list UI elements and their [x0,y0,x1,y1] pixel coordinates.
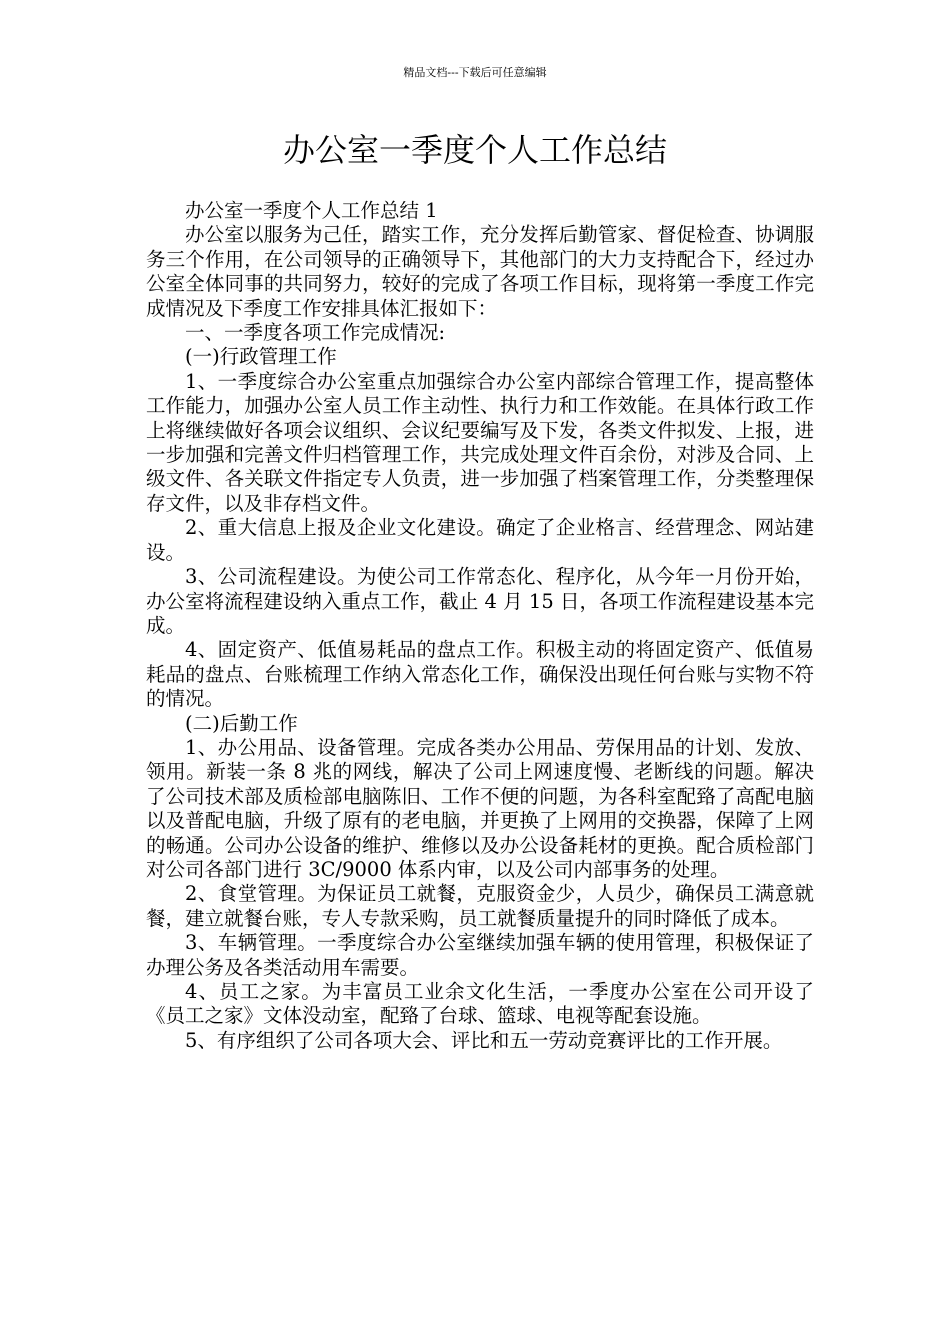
document-body [146,199,814,1053]
subsection-heading-logistics: (二)后勤工作 [185,711,298,735]
subtitle-paragraph: 办公室一季度个人工作总结 1 [185,199,438,222]
admin-item-3: 3、公司流程建设。为使公司工作常态化、程序化，从今年一月份开始，办公室将流程建设纳入重点工作，截止 4 月 15 日，各项工作流程建设基本完成。 [146,565,814,637]
document-title: 办公室一季度个人工作总结 [282,131,667,169]
logistics-item-5: 5、有序组织了公司各项大会、评比和五一劳动竞赛评比的工作开展。 [185,1028,783,1052]
intro-paragraph: 办公室以服务为己任，踏实工作，充分发挥后勤管家、督促检查、协调服务三个作用，在公司领导的正确领导下，其他部门的大力支持配合下，经过办公室全体同事的共同努力，较好的完成了各项工作目标，现将第一季度工作完成情况及下季度工作安排具体汇报如下： [146,223,814,320]
admin-item-1: 1、一季度综合办公室重点加强综合办公室内部综合管理工作，提高整体工作能力，加强办公室人员工作主动性、执行力和工作效能。在具体行政工作上将继续做好各项会议组织、会议纪要编写及下发，各类文件拟发、上报，进一步加强和完善文件归档管理工作，共完成处理文件百余份，对涉及合同、上级文件、各关联文件指定专人负责，进一步加强了档案管理工作，分类整理保存文件，以及非存档文件。 [146,369,814,515]
logistics-item-4: 4、员工之家。为丰富员工业余文化生活，一季度办公室在公司开设了《员工之家》文体没动室，配臵了台球、篮球、电视等配套设施。 [146,980,814,1028]
logistics-item-3: 3、车辆管理。一季度综合办公室继续加强车辆的使用管理，积极保证了办理公务及各类活动用车需要。 [146,931,814,979]
admin-item-2: 2、重大信息上报及企业文化建设。确定了企业格言、经营理念、网站建设。 [146,516,814,564]
logistics-item-2: 2、食堂管理。为保证员工就餐，克服资金少，人员少，确保员工满意就餐，建立就餐台账，专人专款采购，员工就餐质量提升的同时降低了成本。 [146,882,814,930]
subsection-heading-admin: (一)行政管理工作 [185,345,337,369]
header-note: 精品文档---下载后可任意编辑 [403,66,547,79]
section-heading: 一、一季度各项工作完成情况: [185,321,446,345]
admin-item-4: 4、固定资产、低值易耗品的盘点工作。积极主动的将固定资产、低值易耗品的盘点、台账梳理工作纳入常态化工作，确保没出现任何台账与实物不符的情况。 [146,638,814,711]
logistics-item-1: 1、办公用品、设备管理。完成各类办公用品、劳保用品的计划、发放、领用。新装一条 8 兆的网线，解决了公司上网速度慢、老断线的问题。解决了公司技术部及质检部电脑陈旧、工作不便的问题，为各科室配臵了高配电脑以及普配电脑，升级了原有的老电脑，并更换了上网用的交换器，保障了上网的畅通。公司办公设备的维护、维修以及办公设备耗材的更换。配合质检部门对公司各部门进行 3C/9000 体系内审，以及公司内部事务的处理。 [146,735,814,881]
